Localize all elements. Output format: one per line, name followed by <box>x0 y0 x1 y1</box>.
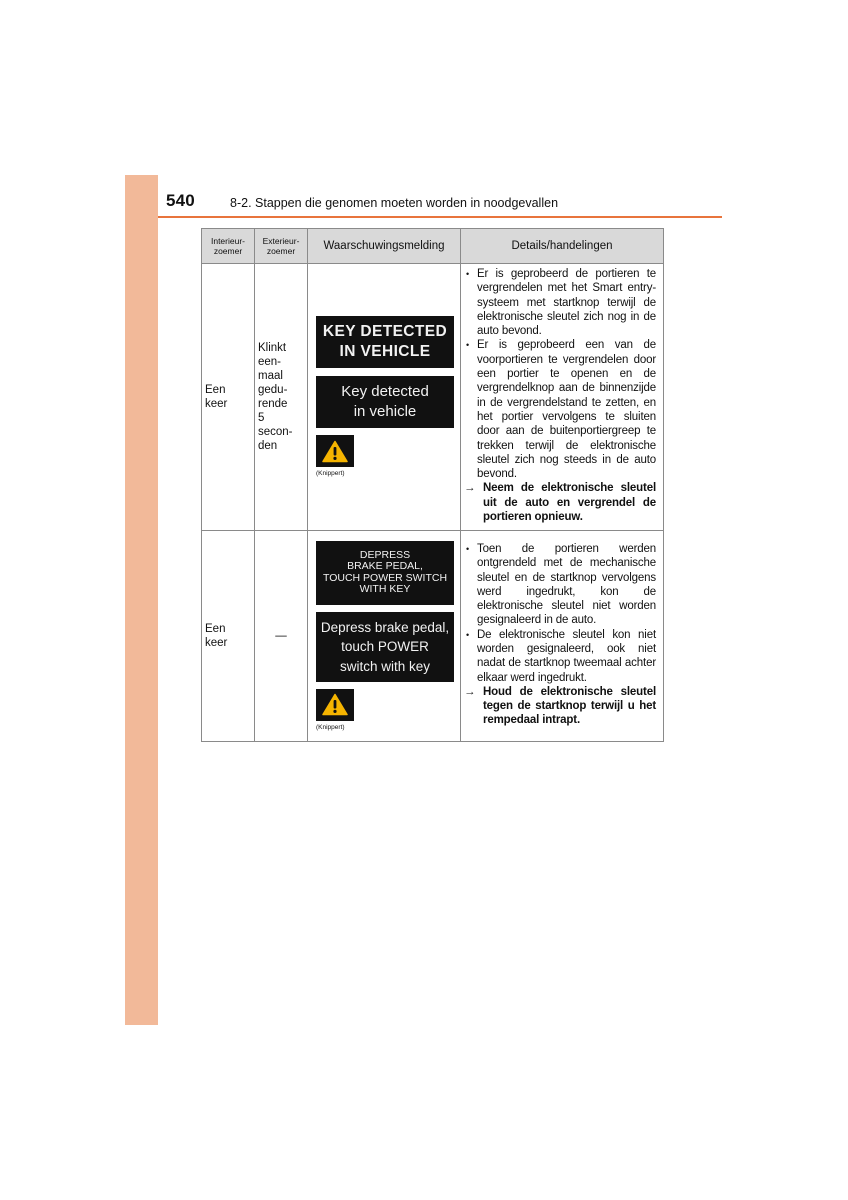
action-instruction: → Neem de elektronische sleutel uit de auto en vergrendel de portieren opnieuw. <box>464 482 656 524</box>
details-cell <box>461 531 664 742</box>
warning-table <box>201 228 664 742</box>
blinking-caption: (Knippert) <box>316 470 345 478</box>
depress-brake-message: Depress brake pedal, touch POWER switch with key <box>316 612 454 682</box>
list-item: • Er is geprobeerd de portieren te vergrendelen met het Smart entry-systeem met startknop terwijl de elektronische sleutel zich nog in de auto bevond. <box>464 267 656 338</box>
page-number: 540 <box>166 191 195 210</box>
list-item: • Er is geprobeerd een van de voorportieren te vergrendelen door een portier te openen en de vergrendelknop aan de binnenzijde in de vergrendelstand te zetten, en het portier vervolgens te sluiten door aan de buitenportiergreep te trekken terwijl de elektronische sleutel zich nog steeds in de auto bevond. <box>464 338 656 481</box>
interior-buzzer-cell: Een keer <box>202 531 255 742</box>
arrow-icon: → <box>464 685 476 698</box>
warning-message-cell <box>308 264 461 531</box>
header-exterior-buzzer: Exterieur- zoemer <box>255 229 308 264</box>
exterior-buzzer-cell: — <box>255 531 308 742</box>
header-rule <box>158 216 722 218</box>
table-row <box>202 264 664 531</box>
key-detected-message: Key detected in vehicle <box>316 376 454 428</box>
exterior-buzzer-cell: Klinkt een- maal gedu- rende 5 secon- den <box>255 264 308 531</box>
action-instruction: → Houd de elektronische sleutel tegen de startknop terwijl u het rempedaal intrapt. <box>464 685 656 727</box>
details-list <box>464 542 656 685</box>
arrow-icon: → <box>464 482 476 495</box>
warning-message-cell <box>308 531 461 742</box>
header-details: Details/handelingen <box>461 229 664 264</box>
section-title: 8-2. Stappen die genomen moeten worden in noodgevallen <box>230 196 559 210</box>
interior-buzzer-cell: Een keer <box>202 264 255 531</box>
blinking-caption: (Knippert) <box>316 723 345 731</box>
depress-brake-message-caps: DEPRESS BRAKE PEDAL, TOUCH POWER SWITCH WITH KEY <box>316 541 454 605</box>
header-warning-message: Waarschuwingsmelding <box>308 229 461 264</box>
header-interior-buzzer: Interieur- zoemer <box>202 229 255 264</box>
warning-triangle-icon <box>316 435 354 467</box>
key-detected-message-caps: KEY DETECTED IN VEHICLE <box>316 316 454 368</box>
table-header-row <box>202 229 664 264</box>
details-cell <box>461 264 664 531</box>
warning-triangle-icon <box>316 689 354 721</box>
list-item: • Toen de portieren werden ontgrendeld met de mechanische sleutel en de startknop vervolgens werd ingedrukt, kon de elektronische sleutel niet worden gesignaleerd in de auto. <box>464 542 656 628</box>
table-row <box>202 531 664 742</box>
side-tab-bar <box>125 175 158 1025</box>
list-item: • De elektronische sleutel kon niet worden gesignaleerd, ook niet nadat de startknop tweemaal achter elkaar werd ingedrukt. <box>464 628 656 685</box>
details-list <box>464 267 656 481</box>
